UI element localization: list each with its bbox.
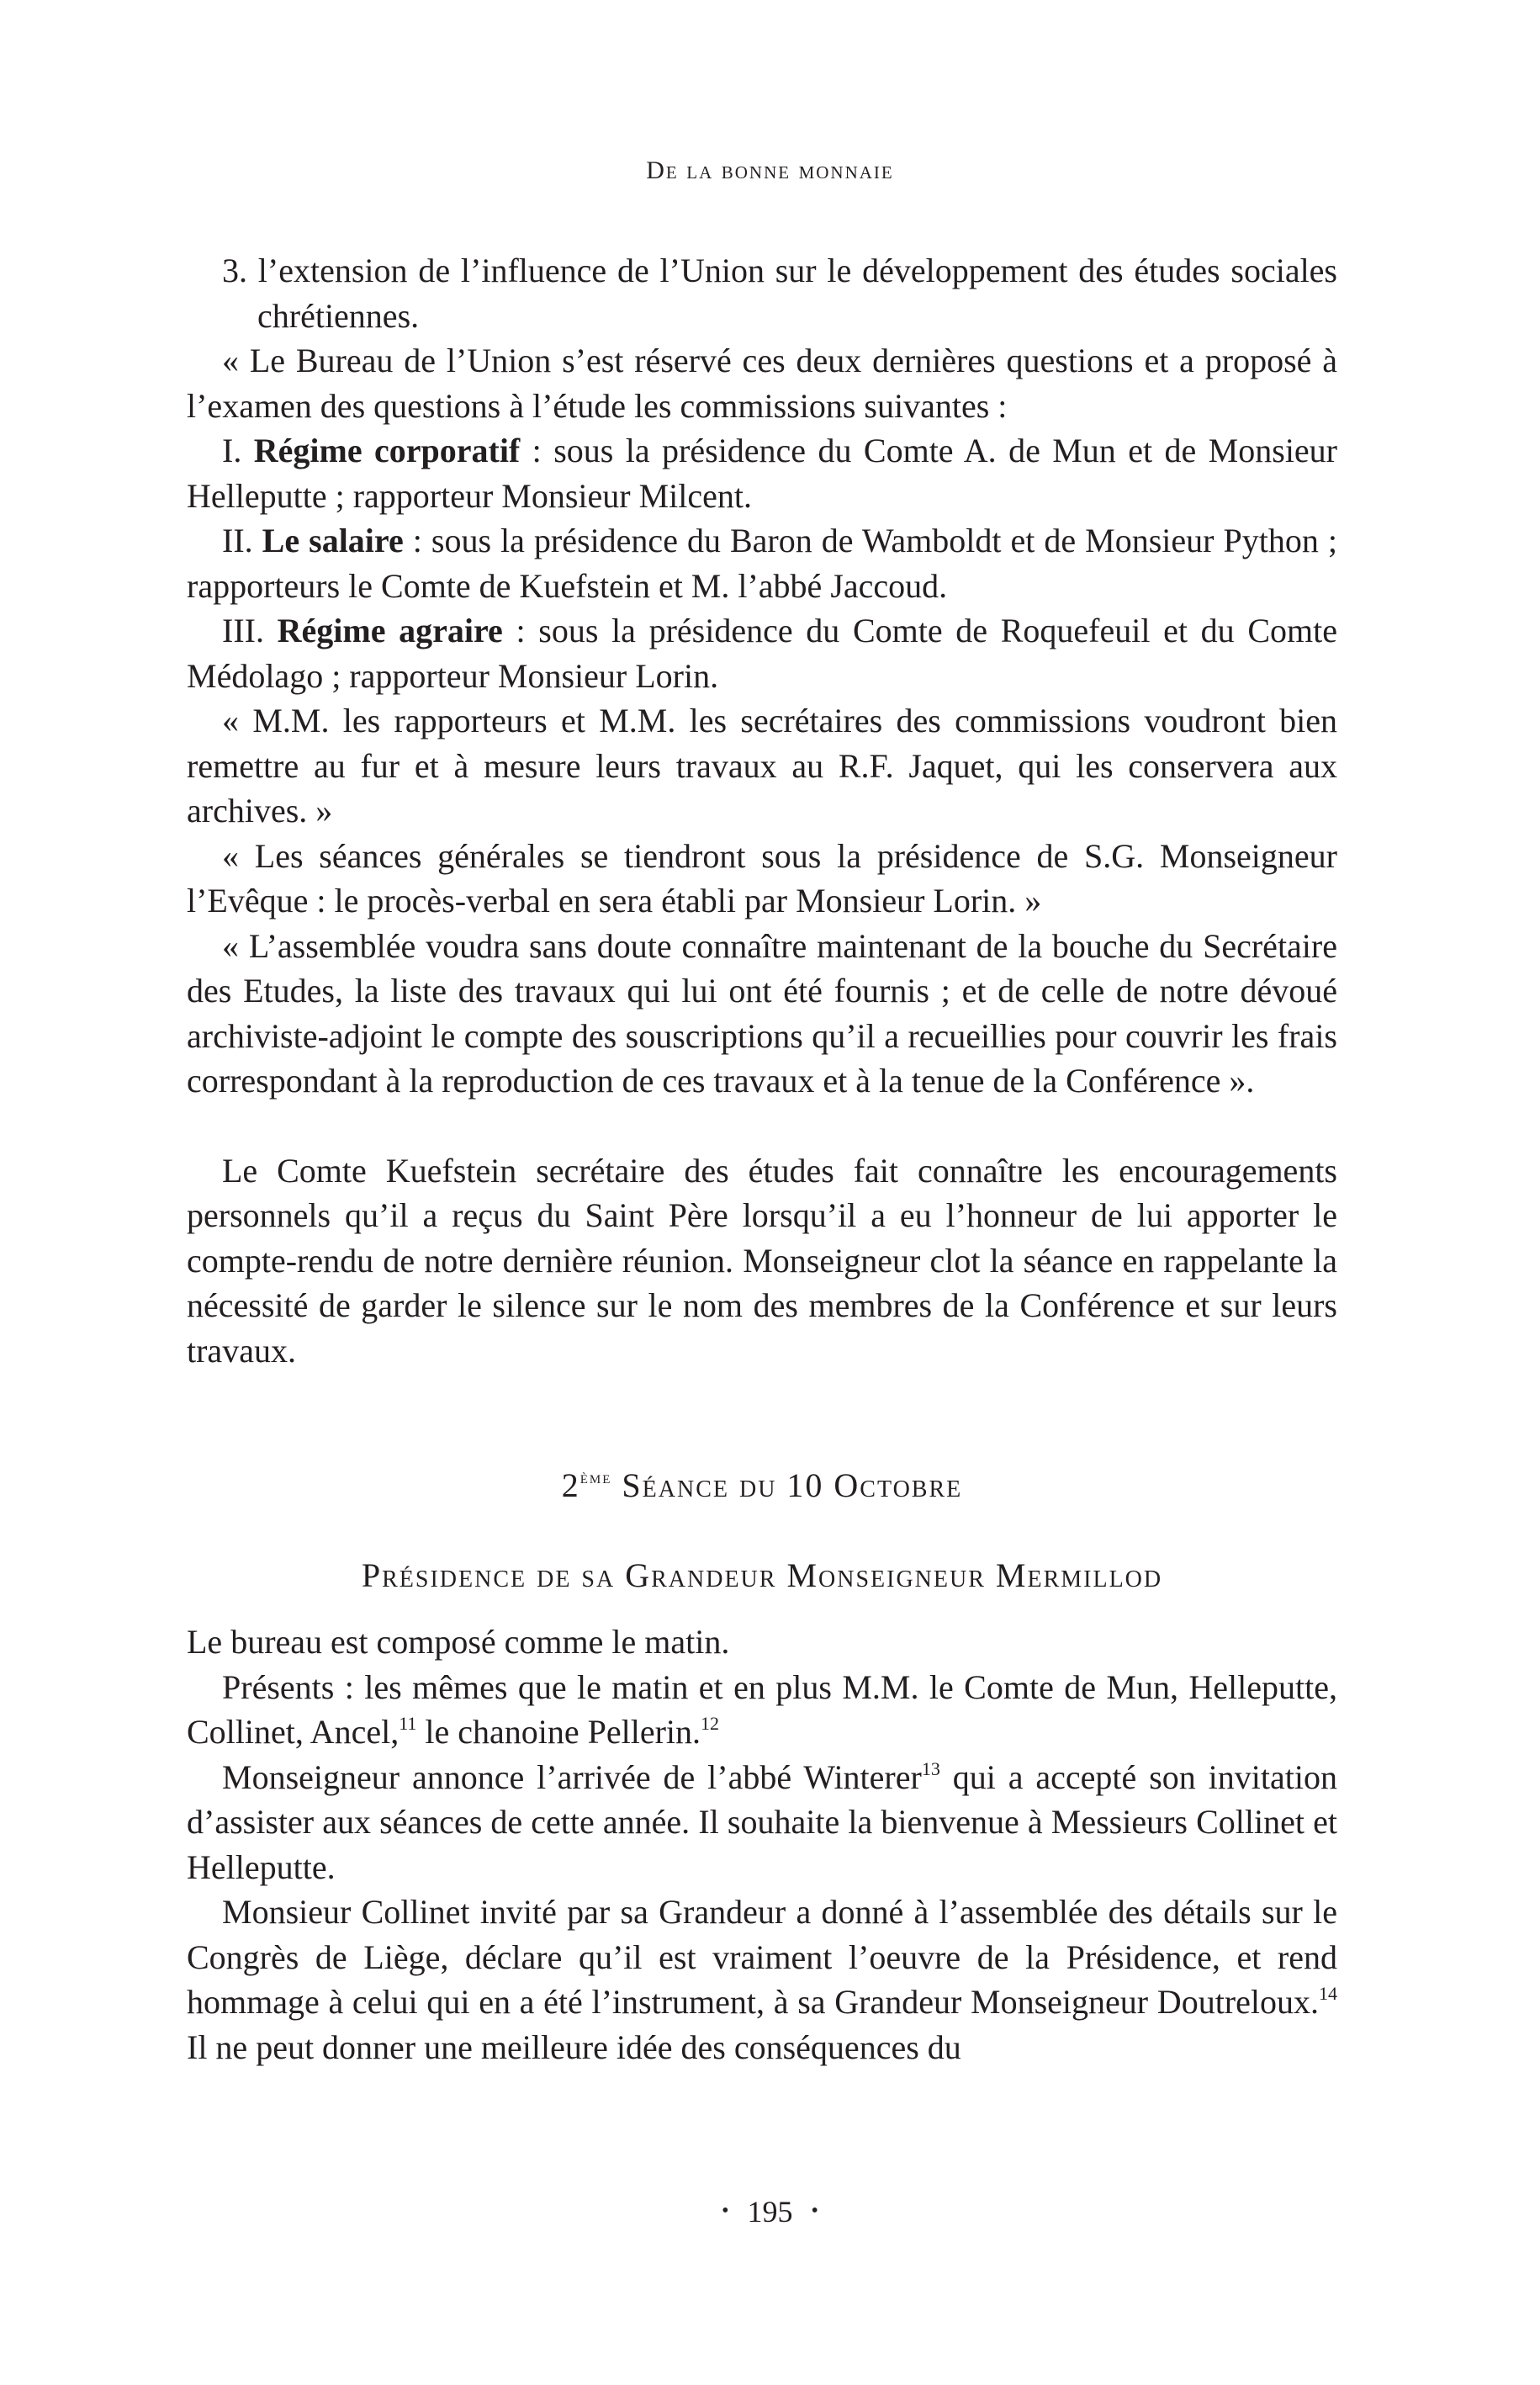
spacer (187, 1373, 1337, 1463)
text-run: Il ne peut donner une meilleure idée des conséquences du (187, 2027, 961, 2066)
commission-title: Le salaire (262, 522, 404, 559)
bullet-ornament-right: • (811, 2200, 818, 2222)
roman-numeral: III. (222, 612, 278, 649)
text-run: le chanoine Pellerin. (416, 1713, 701, 1751)
bullet-ornament-left: • (722, 2200, 729, 2222)
paragraph-winterer (187, 1755, 1337, 1890)
paragraph-rapporteurs: « M.M. les rapporteurs et M.M. les secrétaires des commissions voudront bien remettre au fur et à mesure leurs travaux au R.F. Jaquet, qui les conservera aux archives. » (187, 702, 1337, 829)
page-number-value: 195 (747, 2195, 793, 2229)
paragraph-commission-3 (187, 608, 1337, 698)
running-head: De la bonne monnaie (646, 156, 894, 184)
paragraph-list-item-3: 3. l’extension de l’influence de l’Union sur le développement des études sociales chrétiennes. (222, 252, 1337, 335)
commission-title: Régime corporatif (253, 432, 521, 469)
commission-title: Régime agraire (277, 612, 503, 649)
spacer (187, 1104, 1337, 1148)
text-run: Présents : les mêmes que le matin et en plus M.M. le Comte de Mun, Helleputte, Collinet, Ancel, (187, 1667, 1337, 1751)
paragraph-bureau-quote: « Le Bureau de l’Union s’est réservé ces deux dernières questions et a proposé à l’examen des questions à l’étude les commissions suivantes : (187, 342, 1337, 425)
paragraph-commission-2 (187, 518, 1337, 608)
text-run: Monsieur Collinet invité par sa Grandeur a donné à l’assemblée des détails sur le Congrès de Liège, déclare qu’il est vraiment l’oeuvre de la Présidence, et rend hommage à celui qui en a été l’instrument, à sa Grandeur Monseigneur Doutreloux. (187, 1893, 1337, 2021)
commission-details: : sous la présidence du Baron de Wamboldt et de Monsieur Python ; rapporteurs le Comte de Kuefstein et M. l’abbé Jaccoud. (187, 522, 1338, 605)
roman-numeral: II. (222, 522, 262, 559)
page-number (0, 2194, 1540, 2229)
footnote-ref-14: 14 (1319, 1983, 1337, 2004)
body-text (187, 248, 1337, 2070)
session-title: Séance du 10 Octobre (611, 1466, 963, 1504)
commission-details: : sous la présidence du Comte de Roquefeuil et du Comte Médolago ; rapporteur Monsieur Lorin. (187, 612, 1337, 695)
paragraph-commission-1 (187, 428, 1337, 518)
text-run: qui a accepté son invitation d’assister aux séances de cette année. Il souhaite la bienvenue à Messieurs Collinet et Helleputte. (187, 1757, 1337, 1886)
paragraph-assemblee: « L’assemblée voudra sans doute connaître maintenant de la bouche du Secrétaire des Etudes, la liste des travaux qui lui ont été fournis ; et de celle de notre dévoué archiviste-adjoint le compte des souscriptions qu’il a recueillies pour couvrir les frais correspondant à la reproduction de ces travaux et à la tenue de la Conférence ». (187, 926, 1337, 1100)
session-number: 2 (561, 1466, 580, 1504)
text-run: Monseigneur annonce l’arrivée de l’abbé Winterer (222, 1757, 922, 1796)
roman-numeral: I. (222, 432, 254, 469)
footnote-ref-11: 11 (399, 1713, 417, 1734)
footnote-ref-12: 12 (701, 1713, 720, 1734)
ordinal-suffix: ème (579, 1466, 612, 1487)
paragraph-bureau: Le bureau est composé comme le matin. (187, 1623, 730, 1661)
paragraph-presents (187, 1665, 1337, 1755)
section-subheading: Présidence de sa Grandeur Monseigneur Mermillod (361, 1556, 1163, 1594)
paragraph-collinet (187, 1889, 1337, 2070)
commission-details: : sous la présidence du Comte A. de Mun et de Monsieur Helleputte ; rapporteur Monsieur Milcent. (187, 432, 1338, 515)
footnote-ref-13: 13 (921, 1757, 940, 1779)
paragraph-kuefstein: Le Comte Kuefstein secrétaire des études fait connaître les encouragements personnels qu’il a reçus du Saint Père lorsqu’il a eu l’honneur de lui apporter le compte-rendu de notre dernière réunion. Monseigneur clot la séance en rappelante la nécessité de garder le silence sur le nom des membres de la Conférence et sur leurs travaux. (187, 1151, 1337, 1370)
section-heading-block (187, 1463, 1337, 1598)
paragraph-seances: « Les séances générales se tiendront sous la présidence de S.G. Monseigneur l’Evêque : le procès-verbal en sera établi par Monsieur Lorin. » (187, 836, 1337, 920)
section-heading (187, 1463, 1337, 1508)
